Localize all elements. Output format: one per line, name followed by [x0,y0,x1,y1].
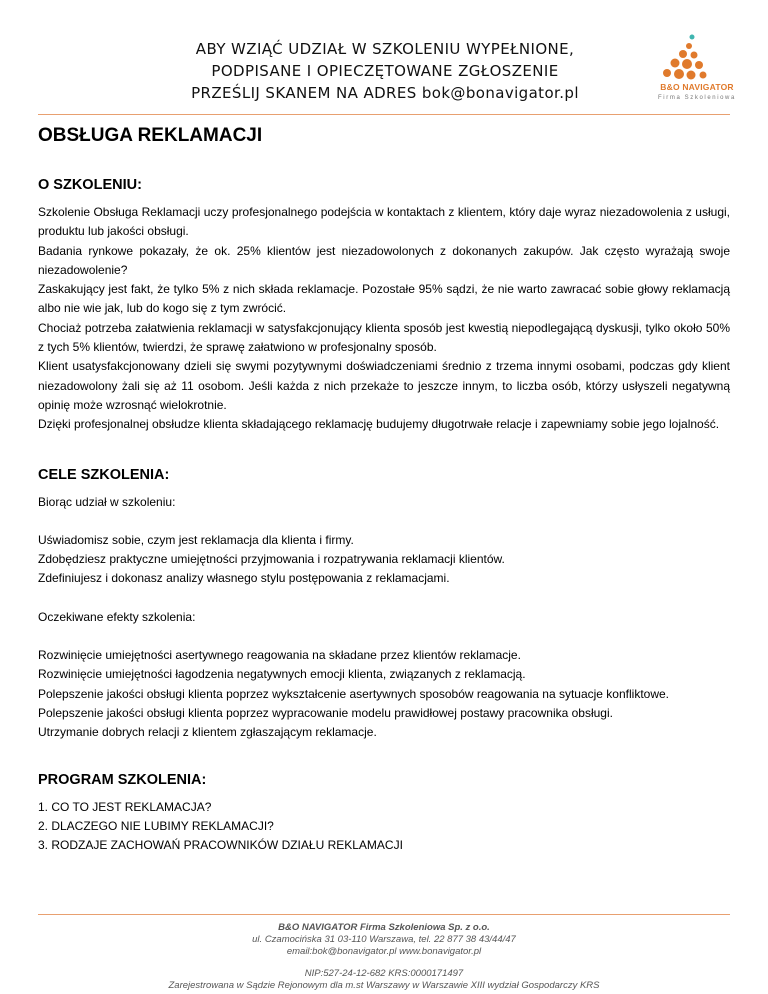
effect-item: Rozwinięcie umiejętności asertywnego reagowania na składane przez klientów reklamacje. [38,648,521,663]
footer-company: B&O NAVIGATOR Firma Szkoleniowa Sp. z o.o. [278,922,490,933]
about-paragraph: Szkolenie Obsługa Reklamacji uczy profesjonalnego podejścia w kontaktach z klientem, który daje wyraz niezadowolenia z usługi, produktu lub jakości obsługi. [38,205,730,239]
logo-name: B&O NAVIGATOR [660,82,734,92]
header-divider [38,114,730,115]
about-paragraph: Dzięki profesjonalnej obsłudze klienta składającego reklamację budujemy długotrwałe relacje i zapewniamy sobie jego lojalność. [38,417,720,432]
logo-subtitle: Firma Szkoleniowa [658,95,736,101]
goal-item: Uświadomisz sobie, czym jest reklamacja dla klienta i firmy. [38,532,354,547]
footer-ids: NIP:527-24-12-682 KRS:0000171497 [304,968,464,979]
about-paragraph: Zaskakujący jest fakt, że tylko 5% z nich składa reklamacje. Pozostałe 95% sądzi, że nie warto zawracać sobie głowy reklamacją albo nie wie jak, lub do kogo się z tym zwrócić. [38,282,730,316]
about-paragraph: Klient usatysfakcjonowany dzieli się swymi pozytywnymi doświadczeniami średnio z trzema innymi osobami, podczas gdy klient niezadowolony żali się aż 11 osobom. Jeśli każda z nich przekaże to jeszcze innym, to liczba osób, którzy usłyszeli negatywną opinię może wzrosnąć wielokrotnie. [38,359,730,412]
goals-heading: CELE SZKOLENIA: [38,466,170,483]
about-heading: O SZKOLENIU: [38,177,142,193]
effect-item: Polepszenie jakości obsługi klienta poprzez wykształcenie asertywnych sposobów reagowania na sytuacje konfliktowe. [38,686,670,701]
footer-registry: Zarejestrowana w Sądzie Rejonowym dla m.st Warszawy w Warszawie XIII wydział Gospodarczy KRS [168,980,600,991]
notice-line: PODPISANE I OPIECZĘTOWANE ZGŁOSZENIE [211,62,559,80]
footer-address: ul. Czamocińska 31 03-110 Warszawa, tel. 22 877 38 43/44/47 [252,934,516,945]
footer-contact: email:bok@bonavigator.pl www.bonavigator.pl [286,946,482,957]
program-item: 2. DLACZEGO NIE LUBIMY REKLAMACJI? [38,818,274,833]
effect-item: Rozwinięcie umiejętności łagodzenia negatywnych emocji klienta, związanych z reklamacją. [38,667,526,682]
effects-intro: Oczekiwane efekty szkolenia: [38,609,196,624]
effect-item: Polepszenie jakości obsługi klienta poprzez wypracowanie modelu prawidłowej postawy pracownika obsługi. [38,705,613,720]
goals-intro: Biorąc udział w szkoleniu: [38,494,176,509]
goal-item: Zdefiniujesz i dokonasz analizy własnego stylu postępowania z reklamacjami. [38,571,450,586]
bo-navigator-logo-icon [652,34,742,84]
document-body [38,124,730,855]
program-item: 1. CO TO JEST REKLAMACJA? [38,799,212,814]
company-logo [652,34,742,114]
effect-item: Utrzymanie dobrych relacji z klientem zgłaszającym reklamacje. [38,725,377,740]
submission-notice [185,38,585,104]
goal-item: Zdobędziesz praktyczne umiejętności przyjmowania i rozpatrywania reklamacji klientów. [38,552,505,567]
page-title: OBSŁUGA REKLAMACJI [38,125,263,146]
footer-divider [38,914,730,915]
notice-line: ABY WZIĄĆ UDZIAŁ W SZKOLENIU WYPEŁNIONE, [195,40,575,58]
page-header [0,34,768,114]
program-item: 3. RODZAJE ZACHOWAŃ PRACOWNIKÓW DZIAŁU REKLAMACJI [38,838,403,853]
about-paragraph: Badania rynkowe pokazały, że ok. 25% klientów jest niezadowolonych z dokonanych zakupów. Jak często wyrażają swoje niezadowolenie? [38,243,730,277]
program-heading: PROGRAM SZKOLENIA: [38,771,207,788]
notice-line: PRZEŚLIJ SKANEM NA ADRES bok@bonavigator.pl [191,84,579,102]
about-paragraph: Chociaż potrzeba załatwienia reklamacji w satysfakcjonujący klienta sposób jest kwestią niepodlegającą dyskusji, tylko około 50% z tych 5% klientów, twierdzi, że sprawę załatwiono w profesjonalny sposób. [38,320,730,355]
